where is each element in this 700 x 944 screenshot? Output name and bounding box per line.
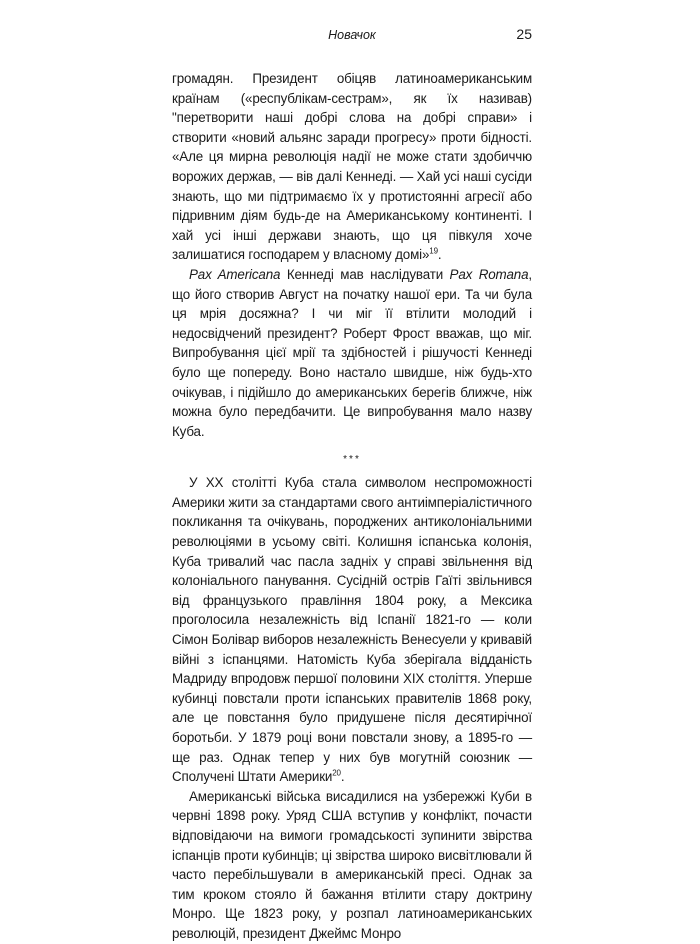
page-header [172, 24, 532, 48]
paragraph-1-text: громадян. Президент обіцяв латиноамериканським країнам («республікам-сестрам», як їх називав) "перетворити наші добрі слова на добрі справи» і створити «новий альянс заради прогресу» проти бідності. «Але ця мирна революція надії не може стати здобиччю ворожих держав, — вів далі Кеннеді. — Хай усі наші сусіди знають, що ми підтримаємо їх у протистоянні агресії або підривним діям будь-де на Американському континенті. І хай усі інші держави знають, що ця півкуля хоче залишатися господарем у власному домі» [172, 71, 532, 263]
paragraph-2-text-2: , що його створив Август на початку нашої ери. Та чи була ця мрія досяжна? І чи міг її втілити молодий і недосвідчений президент? Роберт Фрост вважав, що міг. Випробування цієї мрії та здібностей і рішучості Кеннеді було ще попереду. Воно настало швидше, ніж будь-хто очікував, і підійшло до американських берегів ближче, ніж можна було передбачити. Це випробування мало назву Куба. [172, 266, 532, 439]
paragraph-1 [172, 69, 532, 265]
pax-americana-term: Pax Americana [189, 266, 281, 282]
paragraph-1-end: . [437, 247, 442, 263]
section-separator: *** [343, 454, 361, 466]
paragraph-3-text: У XX столітті Куба стала символом неспроможності Америки жити за стандартами свого антиімперіалістичного покликання та очікувань, породжених антиколоніальними революціями в усьому світі. Колишня іспанська колонія, Куба тривалий час пасла задніх у справі звільнення від колоніального панування. Сусідній острів Гаїті звільнився від французького правління 1804 року, а Мексика проголосила незалежність від Іспанії 1821-го — коли Сімон Болівар виборов незалежність Венесуели у кривавій війні з іспанцями. Натомість Куба зберігала відданість Мадриду впродовж першої половини XIX століття. Уперше кубинці повстали проти іспанських правителів 1868 року, але це повстання було придушене після десятирічної боротьби. У 1879 році вони повстали знову, а 1895-го — ще раз. Однак тепер у них був могутній союзник — Сполучені Штати Америки [172, 475, 532, 785]
footnote-ref-20[interactable]: 20 [332, 768, 341, 778]
pax-romana-term: Pax Romana [449, 266, 529, 282]
paragraph-2-text-1: Кеннеді мав наслідувати [280, 266, 450, 282]
body-text [172, 69, 532, 944]
footnote-ref-19[interactable]: 19 [429, 246, 438, 256]
page-number: 25 [516, 26, 532, 42]
paragraph-3 [172, 473, 532, 787]
running-title: Новачок [328, 28, 376, 42]
paragraph-4-text: Американські війська висадилися на узбережжі Куби в червні 1898 року. Уряд США вступив у конфлікт, почасти відповідаючи на вимоги громадськості зупинити звірства іспанців проти кубинців; ці звірства широко висвітлювали й часто перебільшували в американській пресі. Однак за тим кроком стояло й бажання втілити стару доктрину Монро. Ще 1823 року, у розпал латиноамериканських революцій, президент Джеймс Монро [172, 788, 532, 941]
paragraph-4 [172, 787, 532, 944]
book-page [172, 24, 532, 941]
paragraph-3-end: . [340, 769, 345, 785]
paragraph-2 [172, 265, 532, 441]
